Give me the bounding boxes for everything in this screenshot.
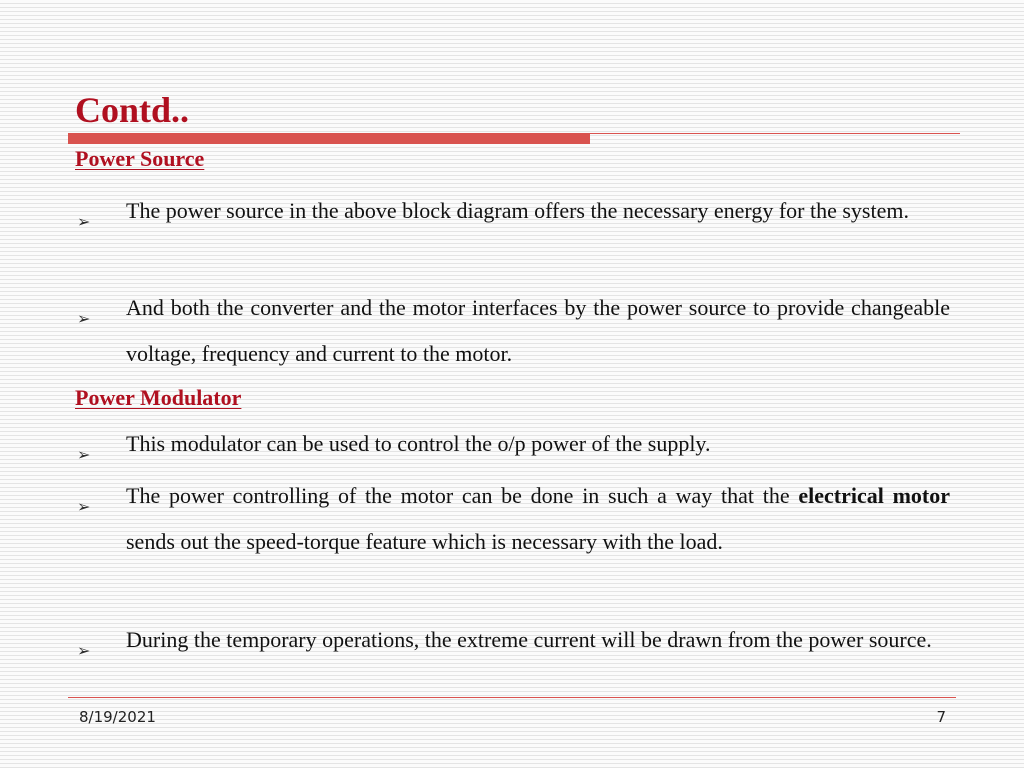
bullet-item [77,432,950,478]
arrow-bullet-icon: ➢ [77,212,91,231]
arrow-bullet-icon: ➢ [77,309,91,328]
bullet-item [77,484,950,565]
title-underline-thin [590,133,960,134]
bullet-text-part: The power controlling of the motor can be done in such a way that the [126,483,799,508]
bullet-item [77,628,950,674]
bullet-item [77,296,950,377]
section-heading-power-source: Power Source [75,146,205,171]
slide-title: Contd.. [75,90,190,130]
section-heading-power-modulator: Power Modulator [75,385,242,410]
bullet-text: And both the converter and the motor interfaces by the power source to provide changeable voltage, frequency and current to the motor. [126,295,950,366]
footer-divider [68,697,956,698]
bullet-text-part: sends out the speed-torque feature which is necessary with the load. [126,529,723,554]
page-number: 7 [936,708,946,726]
bullet-text [126,473,950,565]
bold-term: electrical motor [798,483,951,508]
title-underline-thick [68,133,590,144]
bullet-text: During the temporary operations, the extreme current will be drawn from the power source. [126,627,932,652]
arrow-bullet-icon: ➢ [77,641,91,660]
arrow-bullet-icon: ➢ [77,497,91,516]
bullet-text: The power source in the above block diagram offers the necessary energy for the system. [126,198,909,223]
bullet-item [77,199,950,245]
arrow-bullet-icon: ➢ [77,445,91,464]
footer-date: 8/19/2021 [79,708,156,726]
bullet-text: This modulator can be used to control the o/p power of the supply. [126,431,711,456]
